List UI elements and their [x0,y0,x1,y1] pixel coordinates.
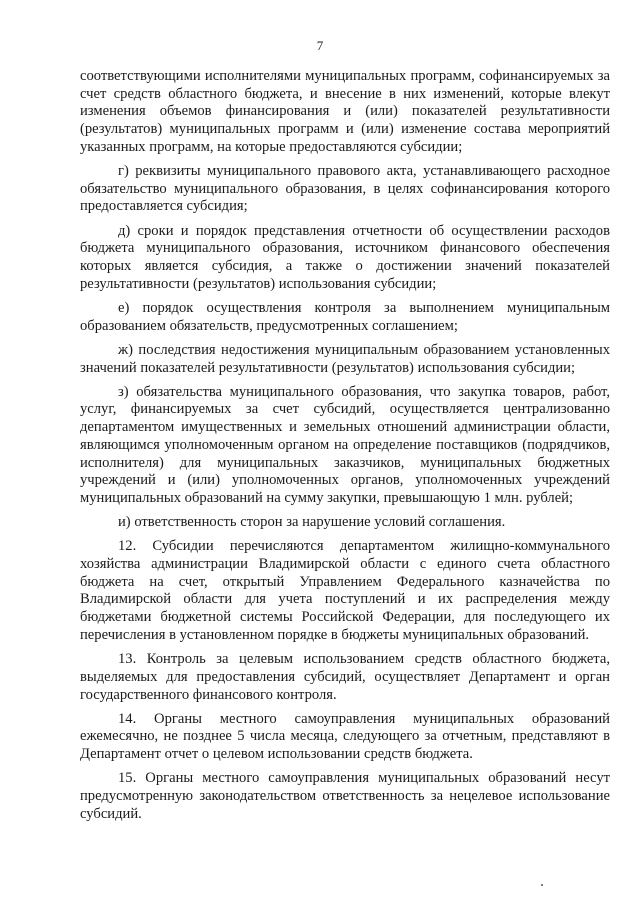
paragraph-clause-14: 14. Органы местного самоуправления муниципальных образований ежемесячно, не позднее 5 числа месяца, следующего за отчетным, представляют в Департамент отчет о целевом использовании средств бюджета. [80,710,610,763]
paragraph-clause-12: 12. Субсидии перечисляются департаментом жилищно-коммунального хозяйства администрации Владимирской области с единого счета областного бюджета на счет, открытый Управлением Федерального казначейства по Владимирской области для учета поступлений и их распределения между бюджетами бюджетной системы Российской Федерации, для последующего их перечисления в установленном порядке в бюджеты муниципальных образований. [80,538,610,643]
paragraph-item-e: е) порядок осуществления контроля за выполнением муниципальным образованием обязательств, предусмотренных соглашением; [80,299,610,334]
paragraph-item-g: г) реквизиты муниципального правового акта, устанавливающего расходное обязательство муниципального образования, в целях софинансирования которого предоставляется субсидия; [80,163,610,215]
page-number: 7 [316,38,324,53]
paragraph-clause-15: 15. Органы местного самоуправления муниципальных образований несут предусмотренную законодательством ответственность за нецелевое использование субсидий. [80,770,610,822]
document-body [80,68,610,830]
paragraph-item-d: д) сроки и порядок представления отчетности об осуществлении расходов бюджета муниципального образования, источником финансового обеспечения которых является субсидия, а также о достижении значений показателей результативности (результатов) использования субсидии; [80,222,610,292]
paragraph-item-i: и) ответственность сторон за нарушение условий соглашения. [118,514,506,531]
paragraph-continuation: соответствующими исполнителями муниципальных программ, софинансируемых за счет средств областного бюджета, и внесение в них изменений, которые влекут изменения объемов финансирования и (или) показателей результативности (результатов) муниципальных программ и (или) изменение состава мероприятий указанных программ, на которые предоставляются субсидии; [80,68,610,155]
paragraph-item-z: з) обязательства муниципального образования, что закупка товаров, работ, услуг, финансируемых за счет субсидий, осуществляется централизованно департаментом имущественных и земельных отношений администрации области, являющимся уполномоченным органом на определение поставщиков (подрядчиков, исполнителя) для муниципальных заказчиков, муниципальных бюджетных учреждений и (или) уполномоченных органов, уполномоченных учреждений муниципальных образований на сумму закупки, превышающую 1 млн. рублей; [80,383,610,506]
scan-speck [541,884,543,886]
paragraph-clause-13: 13. Контроль за целевым использованием средств областного бюджета, выделяемых для предоставления субсидий, осуществляет Департамент и орган государственного финансового контроля. [80,651,610,703]
paragraph-item-zh: ж) последствия недостижения муниципальным образованием установленных значений показателей результативности (результатов) использования субсидии; [80,341,610,376]
